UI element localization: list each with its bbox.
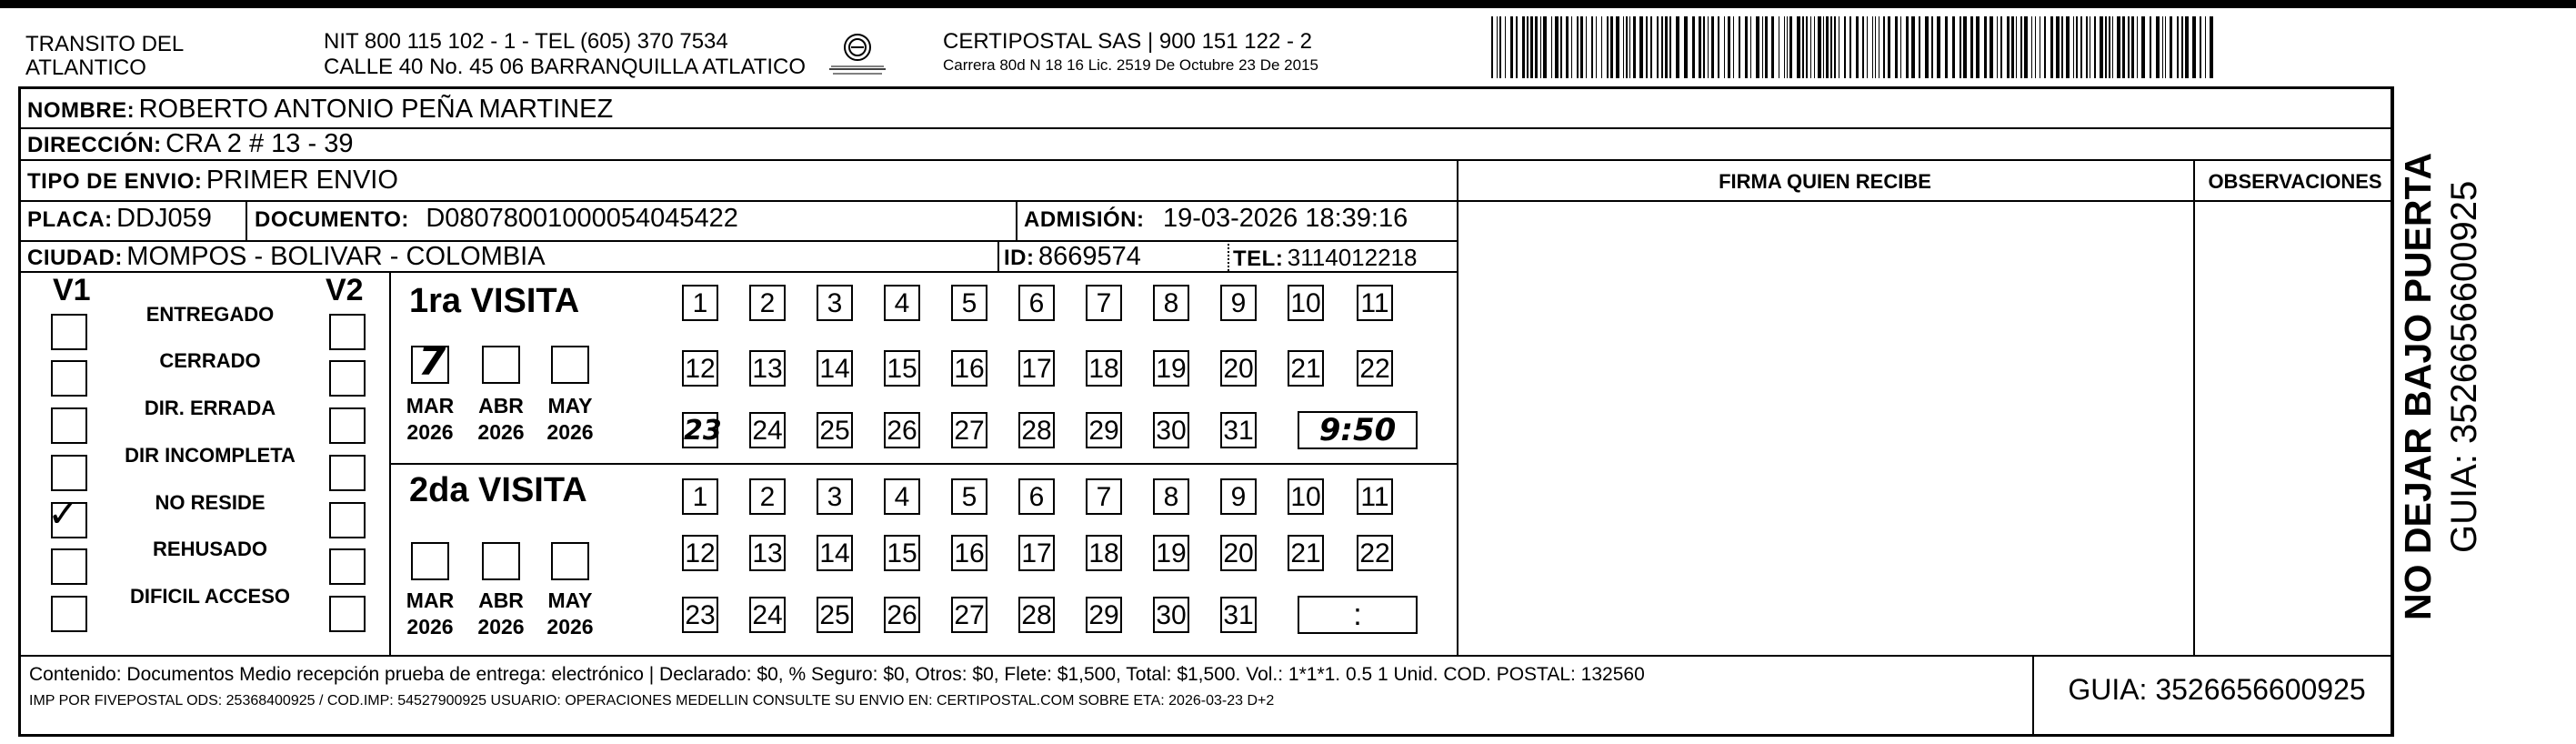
barcode (1491, 16, 2215, 78)
first-visit-day-box[interactable]: 11 (1357, 285, 1393, 321)
first-visit-day-box[interactable]: 14 (817, 350, 853, 387)
barcode-bar (2192, 16, 2196, 78)
first-visit-day-box[interactable]: 17 (1018, 350, 1055, 387)
second-visit-day-box[interactable]: 14 (817, 535, 853, 571)
month-name: MAR (406, 588, 455, 612)
month-year: 2026 (406, 420, 454, 444)
month-name: MAY (547, 394, 593, 417)
month-year: 2026 (406, 615, 454, 638)
first-visit-day-box[interactable]: 5 (951, 285, 987, 321)
barcode-bar (1756, 16, 1759, 78)
barcode-bar (1676, 16, 1679, 78)
barcode-bar (1491, 16, 1493, 78)
tel-row (1233, 244, 1417, 272)
barcode-bar (1872, 16, 1873, 78)
handwritten-check-mark: ✓ (47, 491, 80, 536)
second-visit-day-box[interactable]: 4 (884, 478, 920, 515)
status-label: NO RESIDE (155, 491, 266, 514)
second-visit-label: 2da VISITA (409, 471, 587, 509)
send-type-label: TIPO DE ENVIO: (27, 169, 203, 194)
first-visit-month-label (398, 393, 462, 446)
barcode-bar (1990, 16, 1993, 78)
barcode-bar (1530, 16, 1533, 78)
barcode-bar (1823, 16, 1824, 78)
first-visit-day-box[interactable]: 3 (817, 285, 853, 321)
barcode-bar (1703, 16, 1705, 78)
barcode-bar (2210, 16, 2213, 78)
barcode-bar (1535, 16, 1538, 78)
first-visit-day-box[interactable]: 16 (951, 350, 987, 387)
second-visit-day-box[interactable]: 9 (1220, 478, 1257, 515)
first-visit-day-box[interactable]: 22 (1357, 350, 1393, 387)
barcode-bar (1806, 16, 1808, 78)
barcode-bar (2073, 16, 2074, 78)
barcode-bar (1937, 16, 1940, 78)
first-visit-day-box[interactable]: 10 (1288, 285, 1324, 321)
first-visit-month-box[interactable] (551, 346, 589, 384)
first-visit-day-box[interactable]: 31 (1220, 412, 1257, 448)
barcode-bar (1591, 16, 1593, 78)
barcode-bar (1883, 16, 1885, 78)
tel-label: TEL: (1233, 246, 1284, 271)
second-visit-day-box[interactable]: 25 (817, 597, 853, 633)
city-value: MOMPOS - BOLIVAR - COLOMBIA (126, 242, 546, 271)
barcode-bar (1844, 16, 1846, 78)
second-visit-day-box[interactable]: 3 (817, 478, 853, 515)
barcode-bar (1900, 16, 1901, 78)
barcode-bar (1862, 16, 1864, 78)
admission-value: 19-03-2026 18:39:16 (1162, 204, 1408, 233)
barcode-bar (2011, 16, 2014, 78)
barcode-bar (1543, 16, 1547, 78)
address-label: DIRECCIÓN: (27, 133, 162, 157)
barcode-bar (2150, 16, 2151, 78)
first-visit-day-box[interactable]: 12 (682, 350, 718, 387)
first-visit-day-box[interactable]: 6 (1018, 285, 1055, 321)
barcode-bar (1826, 16, 1829, 78)
first-visit-day-box[interactable]: 8 (1153, 285, 1189, 321)
barcode-bar (2131, 16, 2134, 78)
second-visit-day-box[interactable]: 27 (951, 597, 987, 633)
guia-box: GUIA: 3526656600925 (2068, 673, 2366, 706)
barcode-bar (1724, 16, 1725, 78)
firma-label: FIRMA QUIEN RECIBE (1719, 170, 1931, 193)
second-visit-day-box[interactable]: 19 (1153, 535, 1189, 571)
second-visit-month-label (398, 588, 462, 640)
barcode-bar (1577, 16, 1579, 78)
first-visit-day-box[interactable]: 1 (682, 285, 718, 321)
barcode-bar (2122, 16, 2125, 78)
first-visit-month-box[interactable] (482, 346, 520, 384)
second-visit-day-box[interactable]: 18 (1086, 535, 1122, 571)
barcode-bar (1911, 16, 1915, 78)
barcode-bar (2086, 16, 2088, 78)
barcode-bar (1684, 16, 1688, 78)
company-contact-block (324, 29, 806, 80)
barcode-bar (1601, 16, 1602, 78)
side-guia-label: GUIA: 3526656600925 (2444, 180, 2484, 553)
status-label: DIFICIL ACCESO (129, 585, 290, 608)
barcode-bar (1527, 16, 1529, 78)
barcode-bar (1596, 16, 1597, 78)
status-label: REHUSADO (153, 538, 267, 560)
barcode-bar (1650, 16, 1652, 78)
v2-checkbox[interactable] (329, 455, 366, 491)
barcode-bar (1830, 16, 1832, 78)
barcode-bar (1856, 16, 1859, 78)
top-border (0, 0, 2576, 8)
barcode-bar (1505, 16, 1506, 78)
second-visit-month-label (469, 588, 533, 640)
barcode-bar (1952, 16, 1955, 78)
barcode-bar (2020, 16, 2022, 78)
barcode-bar (1931, 16, 1933, 78)
barcode-bar (1586, 16, 1587, 78)
barcode-bar (1516, 16, 1518, 78)
barcode-bar (1814, 16, 1815, 78)
imp-line: IMP POR FIVEPOSTAL ODS: 25368400925 / COD.IMP: 54527900925 USUARIO: OPERACIONES MEDELLIN CONSULTE SU ENVIO EN: CERTIPOSTAL.COM SOBRE ETA: 2026-03-23 D+2 (29, 693, 1275, 709)
name-label: NOMBRE: (27, 98, 135, 123)
barcode-bar (1692, 16, 1695, 78)
document-value: D08078001000054045422 (426, 204, 738, 233)
second-visit-day-box[interactable]: 10 (1288, 478, 1324, 515)
plate-row (27, 204, 212, 234)
barcode-bar (2185, 16, 2189, 78)
barcode-bar (1787, 16, 1788, 78)
company-line-1: TRANSITO DEL (25, 32, 185, 56)
barcode-bar (2100, 16, 2103, 78)
barcode-bar (2016, 16, 2017, 78)
first-visit-label: 1ra VISITA (409, 282, 580, 320)
barcode-bar (1629, 16, 1630, 78)
nit-line: NIT 800 115 102 - 1 - TEL (605) 370 7534 (324, 29, 728, 54)
plate-label: PLACA: (27, 207, 113, 232)
second-visit-day-box[interactable]: 24 (749, 597, 786, 633)
barcode-bar (1540, 16, 1541, 78)
send-type-value: PRIMER ENVIO (205, 166, 398, 195)
barcode-bar (1626, 16, 1628, 78)
barcode-bar (2137, 16, 2138, 78)
barcode-bar (2128, 16, 2130, 78)
barcode-bar (1739, 16, 1740, 78)
barcode-bar (2141, 16, 2145, 78)
v2-checkbox[interactable] (329, 502, 366, 538)
barcode-bar (1728, 16, 1730, 78)
barcode-bar (1750, 16, 1751, 78)
barcode-bar (2050, 16, 2053, 78)
content-line: Contenido: Documentos Medio recepción prueba de entrega: electrónico | Declarado: $0, % Seguro: $0, Otros: $0, Flete: $1,500, Total: $1,500. Vol.: 1*1*1. 0.5 1 Unid. COD. POSTAL: 132560 (29, 664, 1645, 685)
barcode-bar (1875, 16, 1876, 78)
second-visit-day-box[interactable]: 5 (951, 478, 987, 515)
second-visit-day-box[interactable]: 7 (1086, 478, 1122, 515)
status-label: CERRADO (159, 349, 261, 372)
barcode-bar (1657, 16, 1659, 78)
month-name: ABR (478, 588, 524, 612)
first-visit-day-box[interactable]: 27 (951, 412, 987, 448)
second-visit-month-label (538, 588, 602, 640)
first-visit-day-box[interactable]: 28 (1018, 412, 1055, 448)
second-visit-month-box[interactable] (482, 542, 520, 580)
first-visit-day-box[interactable]: 25 (817, 412, 853, 448)
no-dejar-label: NO DEJAR BAJO PUERTA (2397, 152, 2439, 620)
first-visit-day-box[interactable]: 29 (1086, 412, 1122, 448)
barcode-bar (1771, 16, 1774, 78)
barcode-bar (1895, 16, 1898, 78)
barcode-bar (2094, 16, 2096, 78)
barcode-bar (1919, 16, 1920, 78)
barcode-bar (1906, 16, 1909, 78)
first-visit-day-box[interactable]: 2 (749, 285, 786, 321)
company-line-2: ATLANTICO (25, 55, 146, 80)
second-visit-day-box[interactable]: 15 (884, 535, 920, 571)
barcode-bar (1699, 16, 1701, 78)
v2-checkbox[interactable] (329, 548, 366, 585)
barcode-bar (2056, 16, 2060, 78)
barcode-bar (1745, 16, 1748, 78)
second-visit-day-box[interactable]: 12 (682, 535, 718, 571)
first-visit-day-box[interactable]: 26 (884, 412, 920, 448)
second-visit-day-box[interactable]: 20 (1220, 535, 1257, 571)
first-visit-day-box[interactable]: 24 (749, 412, 786, 448)
courier-name: CERTIPOSTAL SAS | 900 151 122 - 2 (943, 29, 1312, 54)
recipient-address: CRA 2 # 13 - 39 (165, 129, 354, 158)
barcode-bar (1497, 16, 1498, 78)
month-name: ABR (478, 394, 524, 417)
barcode-bar (2165, 16, 2166, 78)
barcode-bar (2035, 16, 2036, 78)
second-visit-time-box[interactable]: : (1298, 596, 1418, 634)
first-visit-month-label (538, 393, 602, 446)
second-visit-day-box[interactable]: 17 (1018, 535, 1055, 571)
city-label: CIUDAD: (27, 246, 123, 270)
barcode-bar (2181, 16, 2183, 78)
barcode-bar (2076, 16, 2078, 78)
barcode-bar (1639, 16, 1643, 78)
first-visit-day-box[interactable]: 20 (1220, 350, 1257, 387)
month-name: MAY (547, 588, 593, 612)
barcode-bar (2105, 16, 2107, 78)
barcode-bar (1797, 16, 1800, 78)
first-visit-day-box[interactable]: 9 (1220, 285, 1257, 321)
barcode-bar (1616, 16, 1619, 78)
admission-row (1024, 204, 1408, 234)
second-visit-day-box[interactable]: 1 (682, 478, 718, 515)
v1-label: V1 (53, 273, 91, 307)
barcode-bar (1571, 16, 1572, 78)
second-visit-day-box[interactable]: 26 (884, 597, 920, 633)
barcode-bar (2061, 16, 2063, 78)
second-visit-day-box[interactable]: 6 (1018, 478, 1055, 515)
barcode-bar (1970, 16, 1973, 78)
barcode-bar (1945, 16, 1948, 78)
first-visit-day-box[interactable]: 7 (1086, 285, 1122, 321)
first-visit-day-box[interactable]: 30 (1153, 412, 1189, 448)
barcode-bar (2000, 16, 2002, 78)
barcode-bar (1960, 16, 1961, 78)
barcode-bar (1784, 16, 1785, 78)
address-row (27, 129, 353, 159)
barcode-bar (2031, 16, 2032, 78)
barcode-bar (1566, 16, 1569, 78)
barcode-bar (1984, 16, 1987, 78)
month-year: 2026 (546, 615, 594, 638)
barcode-bar (2109, 16, 2110, 78)
barcode-bar (1976, 16, 1980, 78)
city-row (27, 242, 546, 272)
barcode-bar (1765, 16, 1768, 78)
barcode-bar (1555, 16, 1559, 78)
admission-label: ADMISIÓN: (1024, 207, 1145, 232)
barcode-bar (1997, 16, 1998, 78)
barcode-bar (1510, 16, 1513, 78)
document-row (255, 204, 738, 234)
second-visit-month-box[interactable] (551, 542, 589, 580)
id-label: ID: (1004, 246, 1035, 270)
barcode-bar (2156, 16, 2160, 78)
month-name: MAR (406, 394, 455, 417)
second-visit-day-box[interactable]: 21 (1288, 535, 1324, 571)
tel-value: 3114012218 (1287, 244, 1418, 271)
month-year: 2026 (477, 420, 525, 444)
first-visit-day-box[interactable]: 13 (749, 350, 786, 387)
second-visit-day-box[interactable]: 30 (1153, 597, 1189, 633)
barcode-bar (1888, 16, 1890, 78)
first-visit-day-box[interactable]: 4 (884, 285, 920, 321)
barcode-bar (2162, 16, 2163, 78)
barcode-bar (1661, 16, 1663, 78)
month-year: 2026 (546, 420, 594, 444)
observaciones-label: OBSERVACIONES (2208, 170, 2382, 193)
barcode-bar (1633, 16, 1636, 78)
barcode-bar (2170, 16, 2172, 78)
courier-license: Carrera 80d N 18 16 Lic. 2519 De Octubre 23 De 2015 (943, 56, 1318, 74)
handwritten-month-mark: 7 (418, 338, 446, 385)
barcode-bar (1646, 16, 1648, 78)
first-visit-day-box-marked[interactable]: 23 (682, 412, 718, 448)
send-type-row (27, 166, 398, 196)
barcode-bar (1665, 16, 1668, 78)
v2-label: V2 (326, 273, 364, 307)
barcode-bar (1867, 16, 1868, 78)
barcode-bar (1718, 16, 1719, 78)
status-label: DIR. ERRADA (144, 397, 276, 419)
barcode-bar (1818, 16, 1821, 78)
barcode-bar (2205, 16, 2206, 78)
second-visit-day-box[interactable]: 29 (1086, 597, 1122, 633)
second-visit-day-box[interactable]: 16 (951, 535, 987, 571)
barcode-bar (2044, 16, 2046, 78)
barcode-bar (1733, 16, 1734, 78)
barcode-bar (1963, 16, 1967, 78)
barcode-bar (1551, 16, 1552, 78)
courier-block (943, 29, 1318, 76)
v2-checkbox[interactable] (329, 407, 366, 444)
company-block (25, 33, 184, 80)
second-visit-day-box[interactable]: 13 (749, 535, 786, 571)
barcode-bar (1802, 16, 1804, 78)
barcode-bar (1789, 16, 1792, 78)
second-visit-day-box[interactable]: 28 (1018, 597, 1055, 633)
barcode-bar (1499, 16, 1501, 78)
document-label: DOCUMENTO: (255, 207, 409, 232)
v2-checkbox[interactable] (329, 596, 366, 632)
first-visit-day-box[interactable]: 15 (884, 350, 920, 387)
second-visit-day-box[interactable]: 31 (1220, 597, 1257, 633)
address-line: CALLE 40 No. 45 06 BARRANQUILLA ATLATICO (324, 55, 807, 79)
barcode-bar (1762, 16, 1763, 78)
barcode-bar (2200, 16, 2201, 78)
v2-checkbox[interactable] (329, 360, 366, 397)
barcode-bar (2007, 16, 2010, 78)
barcode-bar (2080, 16, 2082, 78)
barcode-bar (1522, 16, 1525, 78)
barcode-bar (1711, 16, 1714, 78)
barcode-bar (2177, 16, 2179, 78)
signature-area[interactable] (1460, 202, 2191, 653)
barcode-bar (1669, 16, 1671, 78)
first-visit-month-label (469, 393, 533, 446)
barcode-bar (1810, 16, 1811, 78)
second-visit-day-box[interactable]: 22 (1357, 535, 1393, 571)
barcode-bar (1834, 16, 1836, 78)
certipostal-logo-icon (824, 29, 891, 80)
second-visit-month-box[interactable] (411, 542, 449, 580)
plate-value: DDJ059 (116, 204, 212, 233)
id-value: 8669574 (1037, 242, 1141, 271)
barcode-bar (1560, 16, 1562, 78)
barcode-bar (1925, 16, 1929, 78)
second-visit-day-box[interactable]: 11 (1357, 478, 1393, 515)
barcode-bar (1708, 16, 1709, 78)
id-row (1004, 242, 1141, 272)
barcode-bar (1610, 16, 1613, 78)
barcode-bar (2024, 16, 2028, 78)
first-visit-time-box[interactable]: 9:50 (1298, 411, 1418, 449)
barcode-graphic (1491, 16, 2215, 78)
barcode-bar (2117, 16, 2120, 78)
status-label: DIR INCOMPLETA (125, 444, 296, 467)
name-row (27, 95, 613, 125)
barcode-bar (2066, 16, 2070, 78)
first-visit-day-box[interactable]: 18 (1086, 350, 1122, 387)
barcode-bar (1849, 16, 1851, 78)
second-visit-day-box[interactable]: 8 (1153, 478, 1189, 515)
recipient-name: ROBERTO ANTONIO PEÑA MARTINEZ (138, 95, 614, 124)
v2-checkbox[interactable] (329, 314, 366, 350)
first-visit-day-box[interactable]: 21 (1288, 350, 1324, 387)
second-visit-day-box[interactable]: 23 (682, 597, 718, 633)
barcode-bar (1580, 16, 1583, 78)
barcode-bar (2112, 16, 2113, 78)
barcode-bar (1623, 16, 1624, 78)
barcode-bar (1607, 16, 1609, 78)
observations-area[interactable] (2197, 202, 2391, 653)
month-year: 2026 (477, 615, 525, 638)
second-visit-day-box[interactable]: 2 (749, 478, 786, 515)
first-visit-day-box[interactable]: 19 (1153, 350, 1189, 387)
status-label: ENTREGADO (145, 303, 275, 326)
